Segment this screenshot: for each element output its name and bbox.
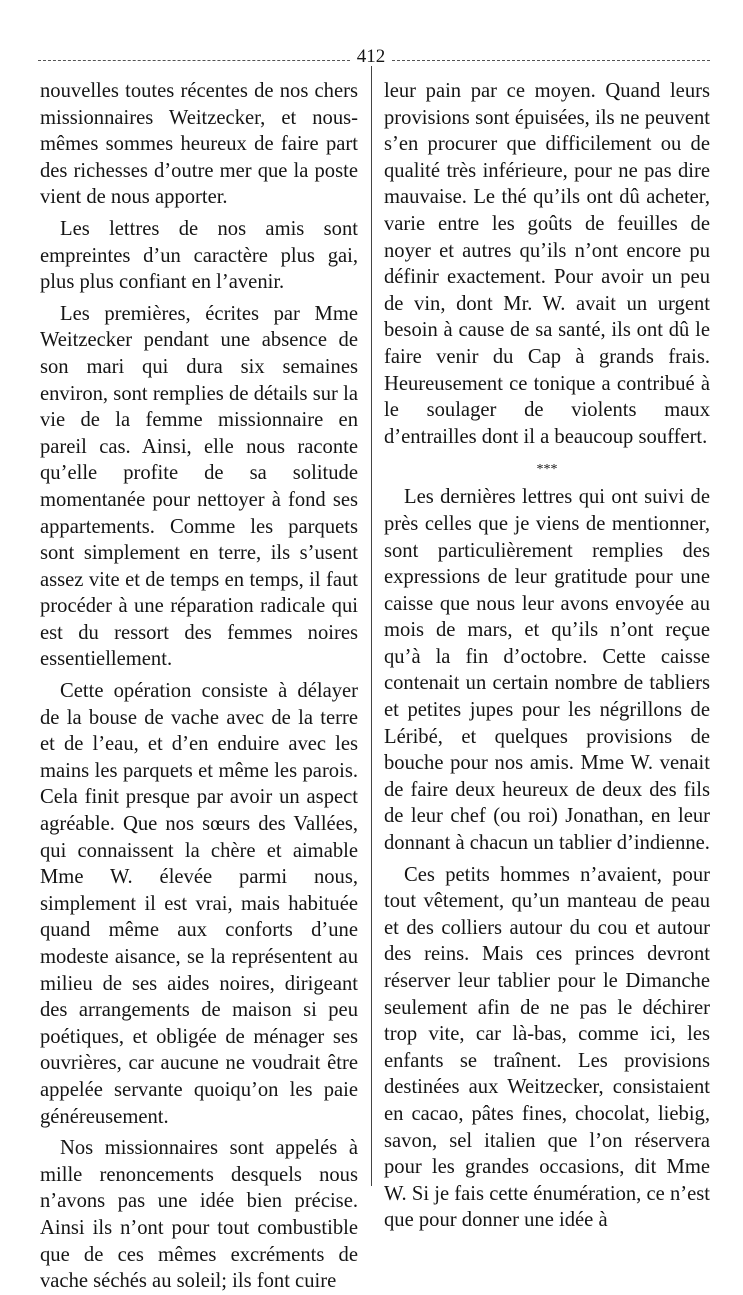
paragraph: Les dernières lettres qui ont suivi de près celles que je viens de mentionner, sont particulièrement remplies des expressions de leur gratitude pour une caisse que nous leur avons envoyée au mois de mars, et qu’ils n’ont reçue qu’à la fin d’octobre. Cette caisse contenait un certain nombre de tabliers et petites jupes pour les négrillons de Léribé, et quelques provisions de bouche pour nos amis. Mme W. venait de faire deux heureux de deux des fils de leur chef (ou roi) Jonathan, en leur donnant à chacun un tablier d’indienne. — [384, 486, 710, 855]
left-column — [40, 78, 358, 1295]
page-number: 412 — [356, 46, 386, 67]
paragraph: Nos missionnaires sont appelés à mille renoncements desquels nous n’avons pas une idée bien précise. Ainsi ils n’ont pour tout combustible que de ces mêmes excréments de vache séchés au soleil; ils font cuire — [40, 1137, 358, 1293]
paragraph: Cette opération consiste à délayer de la bouse de vache avec de la terre et de l’eau, et d’en enduire avec les mains les parquets et même les parois. Cela finit presque par avoir un aspect agréable. Que nos sœurs des Vallées, qui connaissent la chère et aimable Mme W. élevée parmi nous, simplement il est vrai, mais habituée quand même aux conforts d’une modeste aisance, se la représentent au milieu de ses aides noires, dirigeant des arrangements de maison si peu poétiques, et obligée de ménager ses ouvrières, car aucune ne voudrait être appelée servante quoiqu’on les paie généreusement. — [40, 680, 358, 1128]
header-rule-right — [392, 60, 710, 61]
paragraph: Ces petits hommes n’avaient, pour tout vêtement, qu’un manteau de peau et des colliers autour du cou et autour des reins. Mais ces princes devront réserver leur tablier pour le Dimanche seulement afin de ne pas le déchirer trop vite, car là-bas, comme ici, les enfants se traînent. Les provisions destinées aux Weitzecker, consistaient en cacao, pâtes fines, chocolat, liebig, savon, sel italien que l’on réservera pour les grandes occasions, dit Mme W. Si je fais cette énumération, ce n’est que pour donner une idée à — [384, 863, 710, 1232]
header-rule-left — [38, 60, 350, 61]
paragraph: leur pain par ce moyen. Quand leurs provisions sont épuisées, ils ne peuvent s’en procurer que difficilement ou de qualité très inférieure, pour ne pas dire mauvaise. Le thé qu’ils ont dû acheter, varie entre les goûts de feuilles de noyer et autres qu’ils n’ont encore pu définir exactement. Pour avoir un peu de vin, dont Mr. W. avait un urgent besoin à cause de sa santé, ils ont dû le faire venir du Cap à grands frais. Heureusement ce tonique a contribué à le soulager de violents maux d’entrailles dont il a beaucoup souffert. — [384, 80, 710, 448]
column-divider — [371, 66, 372, 1186]
paragraph: Les lettres de nos amis sont empreintes d’un caractère plus gai, plus plus confiant en l’avenir. — [40, 217, 358, 294]
right-column — [384, 78, 710, 1234]
paragraph: nouvelles toutes récentes de nos chers missionnaires Weitzecker, et nous-mêmes sommes heureux de faire part des richesses d’outre mer que la poste vient de nous apporter. — [40, 80, 358, 209]
section-separator-stars: *** — [536, 462, 558, 478]
paragraph: Les premières, écrites par Mme Weitzecker pendant une absence de son mari qui dura six semaines environ, sont remplies de détails sur la vie de la femme missionnaire en pareil cas. Ainsi, elle nous raconte qu’elle profite de sa solitude momentanée pour nettoyer à fond ses appartements. Comme les parquets sont simplement en terre, ils s’usent assez vite et de temps en temps, il faut procéder à une réparation radicale qui est du ressort des femmes noires essentiellement. — [40, 302, 358, 671]
